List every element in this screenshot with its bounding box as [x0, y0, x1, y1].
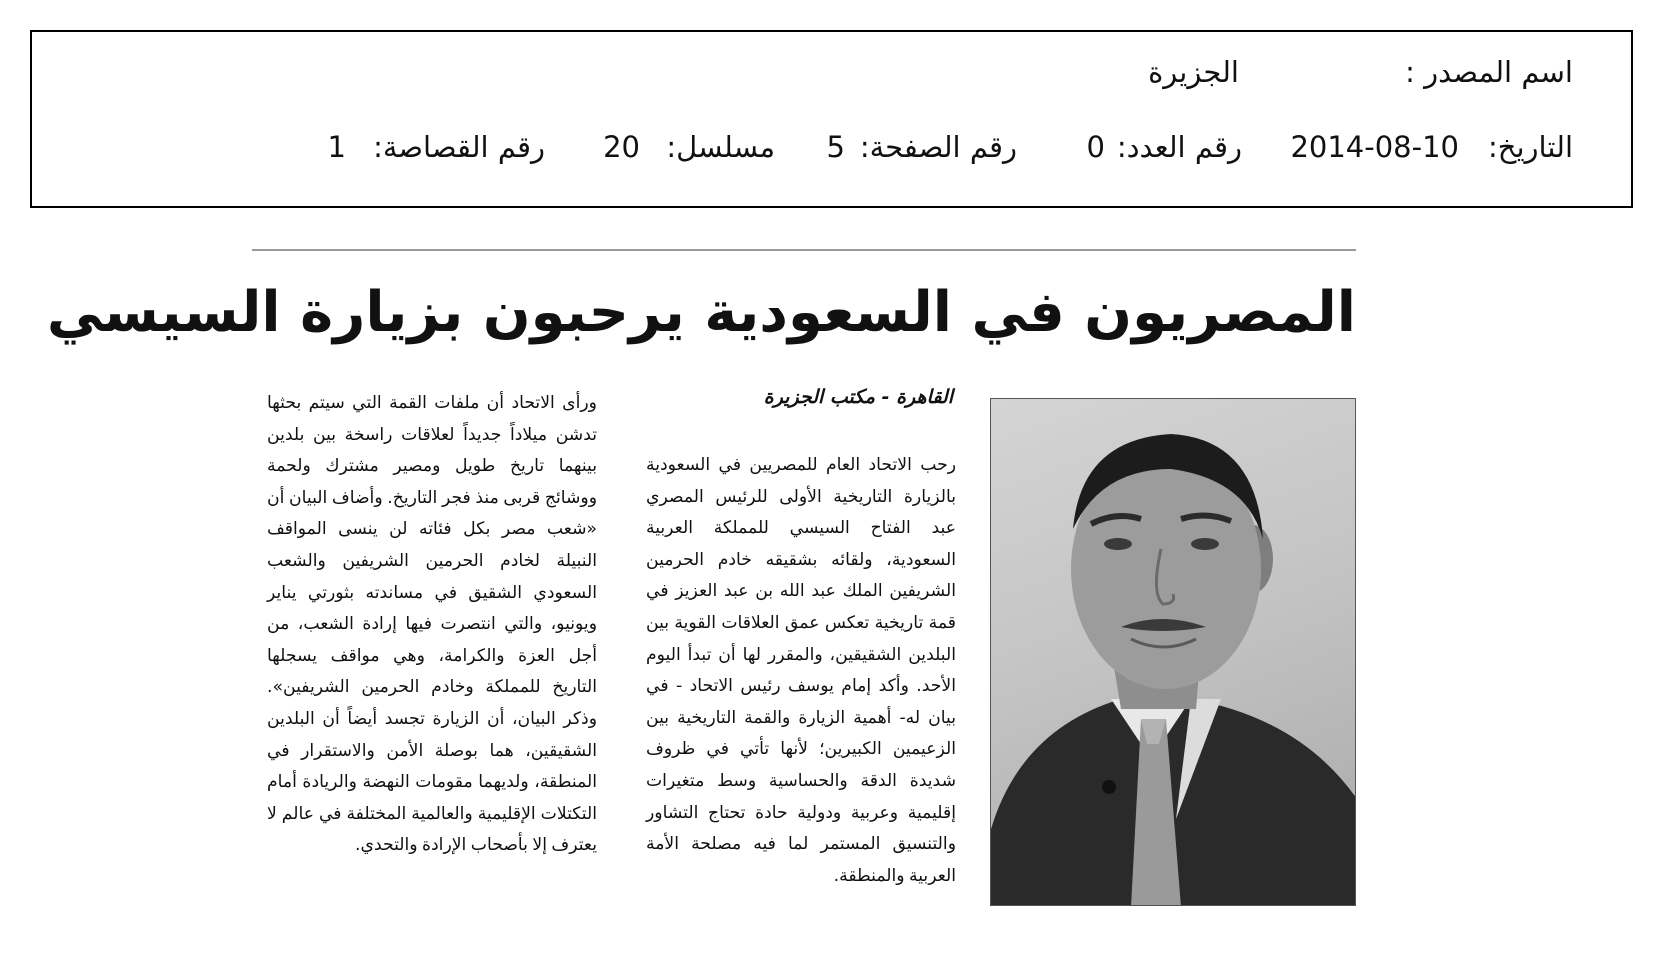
article-photo [990, 398, 1356, 906]
source-label: اسم المصدر : [1405, 55, 1573, 89]
issue-label: رقم العدد: [1116, 130, 1242, 164]
date-value: 2014-08-10 [1290, 130, 1459, 164]
headline-divider [252, 249, 1356, 251]
clipping-metadata-box [30, 30, 1633, 208]
article-byline: القاهرة - مكتب الجزيرة [763, 386, 953, 408]
clipping-label: رقم القصاصة: [373, 130, 545, 164]
article-headline: المصريون في السعودية يرحبون بزيارة السيسي [46, 280, 1356, 345]
date-label: التاريخ: [1487, 130, 1573, 164]
article-column-right: رحب الاتحاد العام للمصريين في السعودية بالزيارة التاريخية الأولى للرئيس المصري عبد الفتاح السيسي للمملكة العربية السعودية، ولقائه بشقيقه خادم الحرمين الشريفين الملك عبد الله بن عبد العزيز في قمة تاريخية تعكس عمق العلاقات القوية بين البلدين الشقيقين، والمقرر لها أن تبدأ اليوم الأحد. وأكد إمام يوسف رئيس الاتحاد - في بيان له- أهمية الزيارة والقمة التاريخية بين الزعيمين الكبيرين؛ لأنها تأتي في ظروف شديدة الدقة والحساسية وسط متغيرات إقليمية وعربية ودولية حادة تحتاج التشاور والتنسيق المستمر لما فيه مصلحة الأمة العربية والمنطقة. [646, 455, 956, 886]
serial-value: 20 [603, 130, 640, 164]
portrait-illustration [991, 399, 1356, 906]
clipping-value: 1 [327, 130, 346, 164]
source-value: الجزيرة [1148, 55, 1239, 89]
page-value: 5 [826, 130, 845, 164]
issue-value: 0 [1086, 130, 1105, 164]
page-label: رقم الصفحة: [859, 130, 1017, 164]
serial-label: مسلسل: [666, 130, 775, 164]
article-column-left: ورأى الاتحاد أن ملفات القمة التي سيتم بحثها تدشن ميلاداً جديداً لعلاقات راسخة بين بلدين بينهما تاريخ طويل ومصير مشترك ولحمة ووشائج قربى منذ فجر التاريخ. وأضاف البيان أن «شعب مصر بكل فئاته لن ينسى المواقف النبيلة لخادم الحرمين الشريفين والشعب السعودي الشقيق في مساندته بثورتي يناير ويونيو، والتي انتصرت فيها إرادة الشعب، من أجل العزة والكرامة، وهي مواقف يسجلها التاريخ للمملكة وخادم الحرمين الشريفين». وذكر البيان، أن الزيارة تجسد أيضاً أن البلدين الشقيقين، هما بوصلة الأمن والاستقرار في المنطقة، ولديهما مقومات النهضة والريادة أمام التكتلات الإقليمية والعالمية المختلفة في عالم لا يعترف إلا بأصحاب الإرادة والتحدي. [267, 393, 597, 856]
